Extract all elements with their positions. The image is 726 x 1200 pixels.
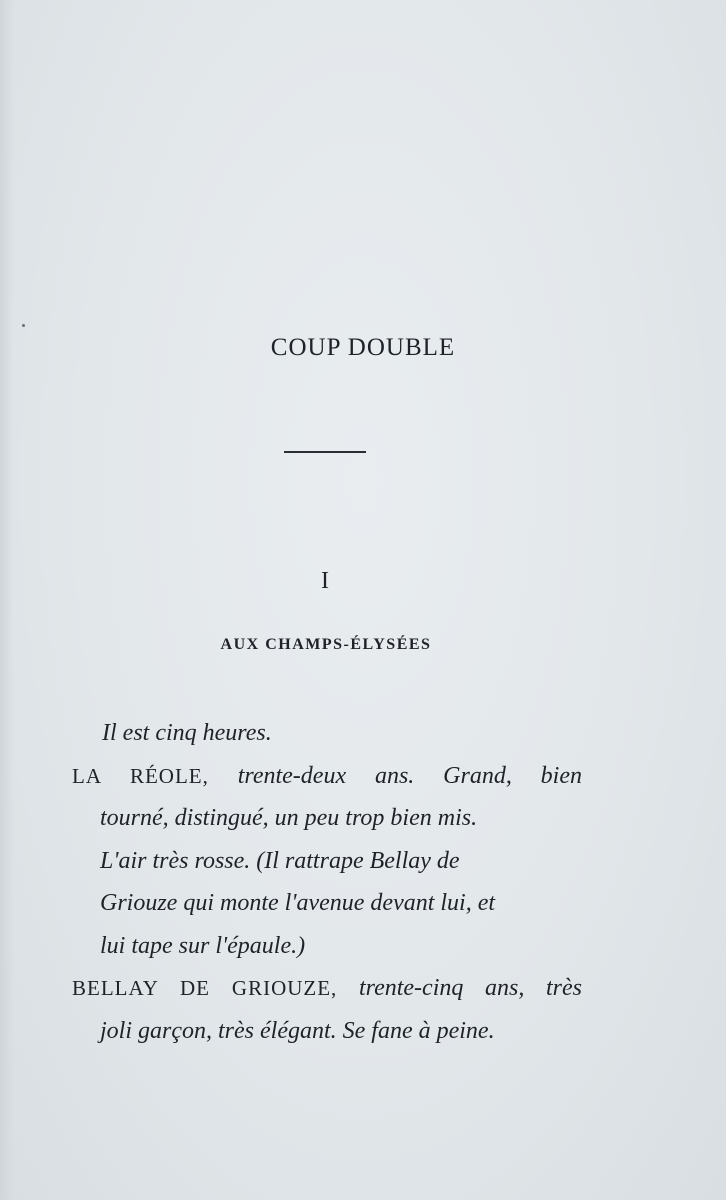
play-title: COUP DOUBLE <box>270 334 456 361</box>
text-line: tourné, distingué, un peu trop bien mis. <box>100 805 478 831</box>
character-name: LA RÉOLE, <box>72 763 209 788</box>
character-name: BELLAY DE GRIOUZE, <box>72 976 338 1000</box>
paper-speck <box>22 324 25 327</box>
stage-direction: Il est cinq heures. <box>102 720 272 746</box>
text-line: lui tape sur l'épaule.) <box>100 932 306 959</box>
play-text <box>72 712 582 1052</box>
section-number: I <box>321 568 329 594</box>
character-entry-la-reole <box>72 755 582 798</box>
text-line: joli garçon, très élégant. Se fane à peine. <box>100 1017 495 1044</box>
character-description: trente-deux ans. Grand, bien <box>237 762 583 789</box>
text-line: L'air très rosse. (Il rattrape Bellay de <box>100 847 460 874</box>
section-title: AUX CHAMPS-ÉLYSÉES <box>220 636 432 653</box>
text-line: Griouze qui monte l'avenue devant lui, et <box>100 890 496 916</box>
character-entry-bellay-de-griouze <box>72 967 582 1010</box>
page-edge-shadow <box>0 0 14 1200</box>
title-divider <box>284 451 366 453</box>
character-description: trente-cinq ans, très <box>358 975 583 1001</box>
